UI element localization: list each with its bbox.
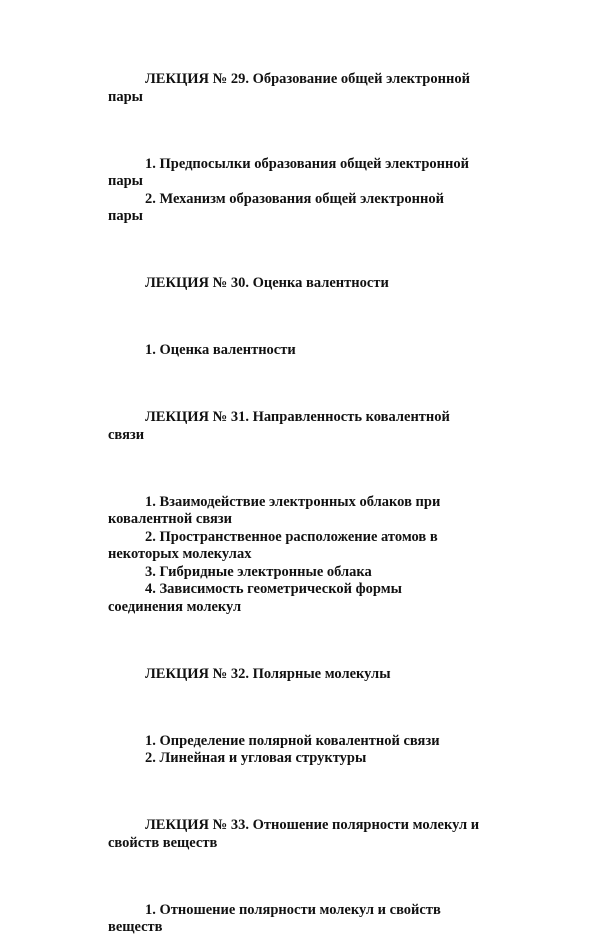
text-line: ЛЕКЦИЯ № 31. Направленность ковалентной — [145, 409, 450, 425]
text-line: ЛЕКЦИЯ № 33. Отношение полярности молекул и — [145, 817, 480, 833]
text-line: 1. Предпосылки образования общей электронной — [145, 155, 469, 172]
blank-line — [108, 242, 500, 260]
text-line: 1. Взаимодействие электронных облаков при — [145, 493, 441, 510]
blank-line — [108, 784, 500, 802]
text-line: ЛЕКЦИЯ № 30. Оценка валентности — [145, 275, 389, 291]
text-line: 2. Пространственное расположение атомов в — [145, 528, 438, 545]
text-line: ЛЕКЦИЯ № 29. Образование общей электронной — [145, 71, 470, 87]
text-line: 1. Оценка валентности — [145, 342, 296, 358]
text-line: 1. Определение полярной ковалентной связи — [145, 732, 440, 749]
blank-line — [108, 376, 500, 394]
text-line: пары — [108, 173, 143, 189]
text-line: пары — [108, 208, 143, 224]
blank-line — [108, 309, 500, 327]
text-line: 2. Механизм образования общей электронной — [145, 190, 444, 207]
blank-line — [108, 699, 500, 717]
text-line: соединения молекул — [108, 598, 242, 615]
blank-line — [108, 460, 500, 478]
document-page — [108, 71, 500, 937]
text-line: некоторых молекулах — [108, 546, 252, 562]
blank-line — [108, 868, 500, 886]
text-line: свойств веществ — [108, 834, 218, 851]
text-line: 1. Отношение полярности молекул и свойств — [145, 901, 441, 918]
blank-line — [108, 122, 500, 140]
blank-line — [108, 632, 500, 650]
text-line: пары — [108, 88, 143, 105]
text-line: 3. Гибридные электронные облака — [145, 563, 372, 580]
text-line: ЛЕКЦИЯ № 32. Полярные молекулы — [145, 665, 391, 682]
text-line: веществ — [108, 919, 163, 935]
text-line: 2. Линейная и угловая структуры — [145, 750, 367, 766]
text-line: связи — [108, 426, 145, 443]
text-line: 4. Зависимость геометрической формы — [145, 581, 402, 597]
text-line: ковалентной связи — [108, 511, 232, 527]
